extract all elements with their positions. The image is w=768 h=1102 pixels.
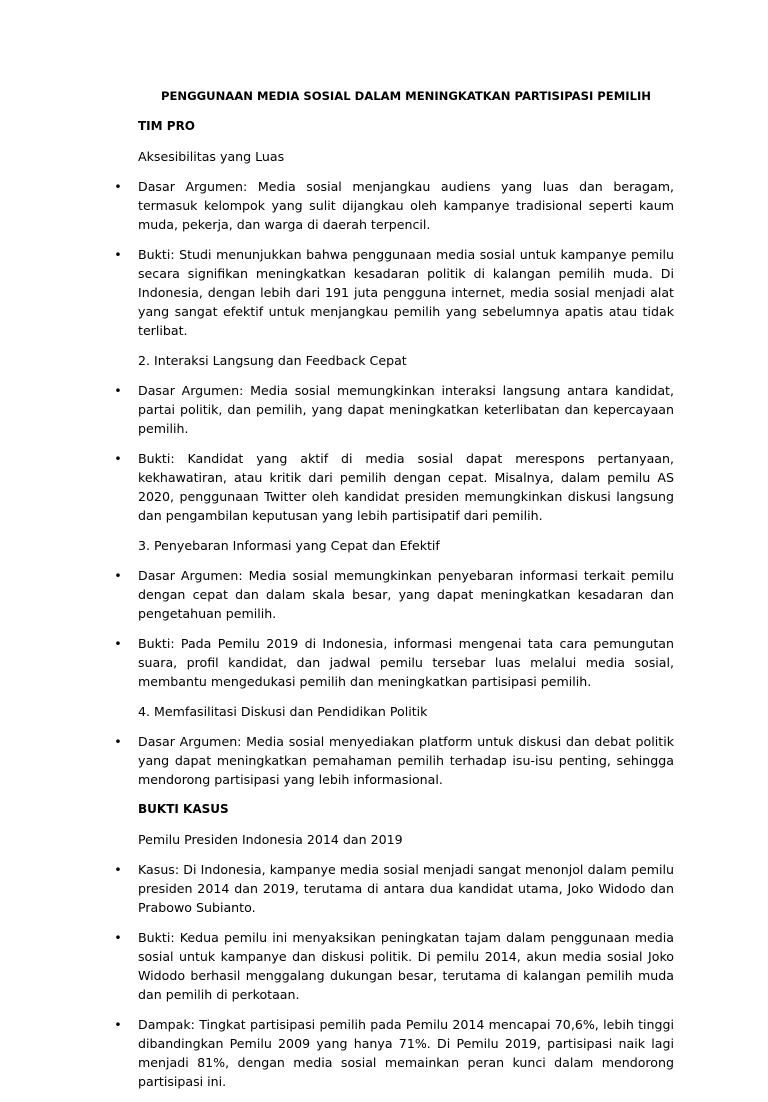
- list-item: [114, 449, 674, 525]
- list-item-text: Bukti: Kandidat yang aktif di media sosial dapat merespons pertanyaan, kekhawatiran, atau kritik dari pemilih dengan cepat. Misalnya, dalam pemilu AS 2020, penggunaan Twitter oleh kandidat presiden memungkinkan diskusi langsung dan pengambilan keputusan yang lebih partisipatif dari pemilih.: [138, 451, 674, 523]
- section-heading: 3. Penyebaran Informasi yang Cepat dan Efektif: [138, 538, 440, 553]
- list-item: [114, 732, 674, 789]
- list-item-text: Dasar Argumen: Media sosial menjangkau audiens yang luas dan beragam, termasuk kelompok yang sulit dijangkau oleh kampanye tradisional seperti kaum muda, pekerja, dan warga di daerah terpencil.: [138, 179, 674, 232]
- list-item-text: Bukti: Studi menunjukkan bahwa penggunaan media sosial untuk kampanye pemilu secara signifikan meningkatkan kesadaran politik di kalangan pemilih muda. Di Indonesia, dengan lebih dari 191 juta pengguna internet, media sosial menjadi alat yang sangat efektif untuk menjangkau pemilih yang sebelumnya apatis atau tidak terlibat.: [138, 247, 674, 338]
- team-heading: TIM PRO: [138, 119, 196, 133]
- section-heading: 2. Interaksi Langsung dan Feedback Cepat: [138, 353, 407, 368]
- list-item: [114, 928, 674, 1004]
- list-item: [114, 1015, 674, 1091]
- section-heading: Pemilu Presiden Indonesia 2014 dan 2019: [138, 832, 403, 847]
- list-item: [114, 634, 674, 691]
- bullet-icon: •: [114, 247, 122, 262]
- bullet-icon: •: [114, 930, 122, 945]
- bullet-icon: •: [114, 383, 122, 398]
- list-item: [114, 245, 674, 340]
- section-heading: Aksesibilitas yang Luas: [138, 149, 285, 164]
- bullet-icon: •: [114, 636, 122, 651]
- bullet-icon: •: [114, 179, 122, 194]
- list-item-text: Dasar Argumen: Media sosial memungkinkan interaksi langsung antara kandidat, partai politik, dan pemilih, yang dapat meningkatkan keterlibatan dan kepercayaan pemilih.: [138, 383, 674, 436]
- section-heading: 4. Memfasilitasi Diskusi dan Pendidikan Politik: [138, 704, 428, 719]
- list-item-text: Dasar Argumen: Media sosial memungkinkan penyebaran informasi terkait pemilu dengan cepat dan dalam skala besar, yang dapat meningkatkan kesadaran dan pengetahuan pemilih.: [138, 568, 674, 621]
- case-heading: BUKTI KASUS: [138, 802, 229, 816]
- list-item: [114, 177, 674, 234]
- bullet-icon: •: [114, 568, 122, 583]
- list-item: [114, 381, 674, 438]
- list-item-text: Bukti: Kedua pemilu ini menyaksikan peningkatan tajam dalam penggunaan media sosial untuk kampanye dan diskusi politik. Di pemilu 2014, akun media sosial Joko Widodo berhasil menggalang dukungan besar, terutama di kalangan pemilih muda dan pemilih di perkotaan.: [138, 930, 674, 1002]
- bullet-icon: •: [114, 451, 122, 466]
- list-item: [114, 566, 674, 623]
- list-item-text: Bukti: Pada Pemilu 2019 di Indonesia, informasi mengenai tata cara pemungutan suara, profil kandidat, dan jadwal pemilu tersebar luas melalui media sosial, membantu mengedukasi pemilih dan meningkatkan partisipasi pemilih.: [138, 636, 674, 689]
- document-content: [114, 87, 674, 1102]
- list-item-text: Dampak: Tingkat partisipasi pemilih pada Pemilu 2014 mencapai 70,6%, lebih tinggi dibandingkan Pemilu 2009 yang hanya 71%. Di Pemilu 2019, partisipasi naik lagi menjadi 81%, dengan media sosial memainkan peran kunci dalam mendorong partisipasi ini.: [138, 1017, 674, 1089]
- bullet-icon: •: [114, 862, 122, 877]
- list-item: [114, 860, 674, 917]
- bullet-icon: •: [114, 734, 122, 749]
- bullet-icon: •: [114, 1017, 122, 1032]
- list-item-text: Kasus: Di Indonesia, kampanye media sosial menjadi sangat menonjol dalam pemilu presiden 2014 dan 2019, terutama di antara dua kandidat utama, Joko Widodo dan Prabowo Subianto.: [138, 862, 674, 915]
- document-title: PENGGUNAAN MEDIA SOSIAL DALAM MENINGKATKAN PARTISIPASI PEMILIH: [161, 89, 651, 103]
- list-item-text: Dasar Argumen: Media sosial menyediakan platform untuk diskusi dan debat politik yang dapat meningkatkan pemahaman pemilih terhadap isu-isu penting, sehingga mendorong partisipasi yang lebih informasional.: [138, 734, 674, 787]
